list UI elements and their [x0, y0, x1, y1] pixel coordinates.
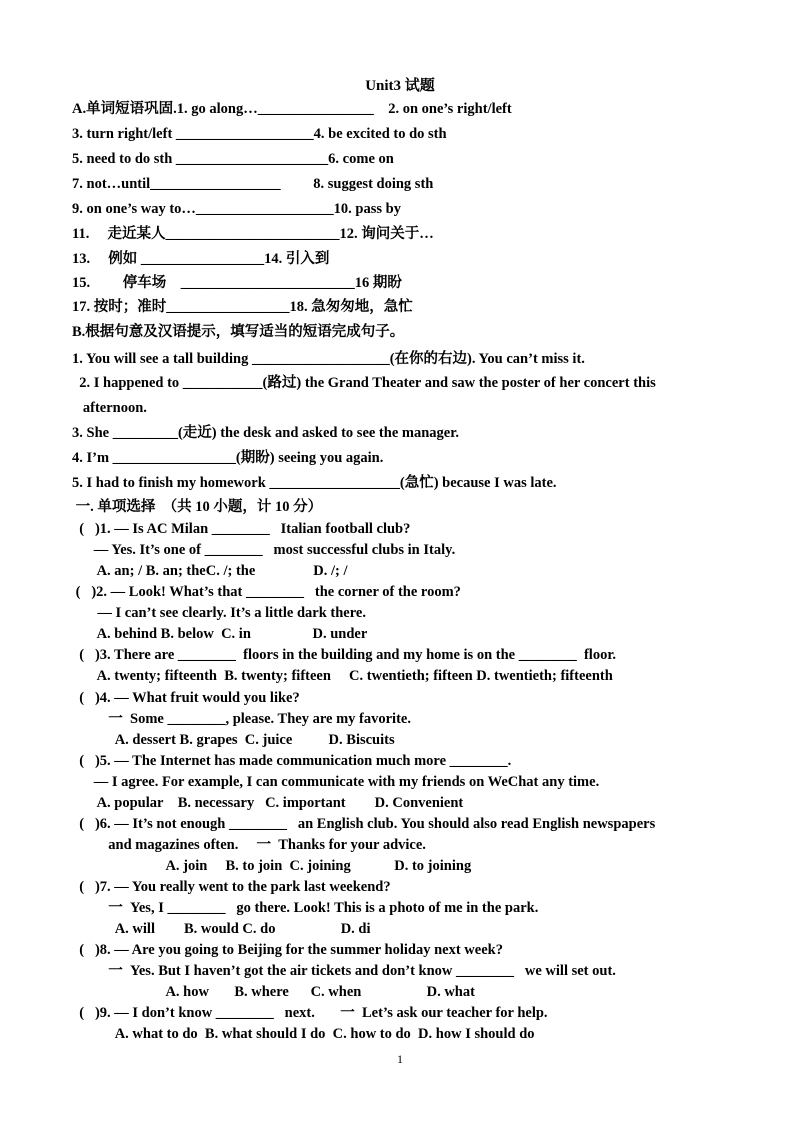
page-number: 1	[397, 1052, 403, 1066]
text-line: 一 Yes. But I haven’t got the air tickets and don’t know ________ we will set out.	[72, 963, 616, 979]
text-line: — I agree. For example, I can communicate with my friends on WeChat any time.	[72, 774, 600, 790]
text-line: ( )3. There are ________ floors in the building and my home is on the ________ floor.	[72, 647, 617, 663]
text-line: 11. 走近某人________________________12. 询问关于…	[72, 226, 434, 242]
text-line: 13. 例如 _________________14. 引入到	[72, 251, 330, 267]
text-line: A. join B. to join C. joining D. to joining	[72, 858, 472, 874]
text-line: 4. I’m _________________(期盼) seeing you again.	[72, 450, 384, 466]
text-line: 3. She _________(走近) the desk and asked to see the manager.	[72, 425, 459, 441]
text-line: A. behind B. below C. in D. under	[72, 626, 368, 642]
text-line: afternoon.	[72, 400, 147, 416]
text-line: A. an; / B. an; theC. /; the D. /; /	[72, 563, 348, 579]
text-line: 一. 单项选择 （共 10 小题，计 10 分）	[72, 499, 323, 515]
text-line: 9. on one’s way to…___________________10. pass by	[72, 201, 401, 217]
text-line: ( )8. — Are you going to Beijing for the summer holiday next week?	[72, 942, 503, 958]
text-line: 5. I had to finish my homework __________________(急忙) because I was late.	[72, 475, 557, 491]
text-line: 15. 停车场 ________________________16 期盼	[72, 275, 402, 291]
text-line: ( )7. — You really went to the park last weekend?	[72, 879, 391, 895]
text-line: ( )6. — It’s not enough ________ an English club. You should also read English newspapers	[72, 816, 656, 832]
text-line: 一 Some ________, please. They are my favorite.	[72, 711, 411, 727]
text-line: ( )9. — I don’t know ________ next. 一 Let’s ask our teacher for help.	[72, 1005, 548, 1021]
text-line: 5. need to do sth _____________________6. come on	[72, 151, 394, 167]
text-line: 3. turn right/left ___________________4. be excited to do sth	[72, 126, 447, 142]
text-line: 一 Yes, I ________ go there. Look! This is a photo of me in the park.	[72, 900, 539, 916]
text-line: 7. not…until__________________ 8. suggest doing sth	[72, 176, 434, 192]
text-line: A.单词短语巩固.1. go along…________________ 2. on one’s right/left	[72, 101, 512, 117]
text-line: A. popular B. necessary C. important D. Convenient	[72, 795, 464, 811]
text-line: 2. I happened to ___________(路过) the Grand Theater and saw the poster of her concert this	[72, 375, 656, 391]
text-line: ( )1. — Is AC Milan ________ Italian football club?	[72, 521, 411, 537]
text-line: — Yes. It’s one of ________ most successful clubs in Italy.	[72, 542, 456, 558]
text-line: A. will B. would C. do D. di	[72, 921, 371, 937]
text-line: and magazines often. 一 Thanks for your advice.	[72, 837, 426, 853]
text-line: ( )5. — The Internet has made communication much more ________.	[72, 753, 512, 769]
text-line: A. what to do B. what should I do C. how to do D. how I should do	[72, 1026, 535, 1042]
text-line: A. how B. where C. when D. what	[72, 984, 475, 1000]
text-line: 17. 按时；准时_________________18. 急匆匆地，急忙	[72, 299, 413, 315]
text-line: 1. You will see a tall building ___________________(在你的右边). You can’t miss it.	[72, 351, 585, 367]
text-line: ( )2. — Look! What’s that ________ the corner of the room?	[72, 584, 461, 600]
text-line: A. dessert B. grapes C. juice D. Biscuits	[72, 732, 395, 748]
page-title: Unit3 试题	[365, 78, 435, 94]
text-line: ( )4. — What fruit would you like?	[72, 690, 300, 706]
text-line: B.根据句意及汉语提示，填写适当的短语完成句子。	[72, 324, 405, 340]
text-line: A. twenty; fifteenth B. twenty; fifteen C. twentieth; fifteen D. twentieth; fifteenth	[72, 668, 613, 684]
text-line: — I can’t see clearly. It’s a little dark there.	[72, 605, 366, 621]
